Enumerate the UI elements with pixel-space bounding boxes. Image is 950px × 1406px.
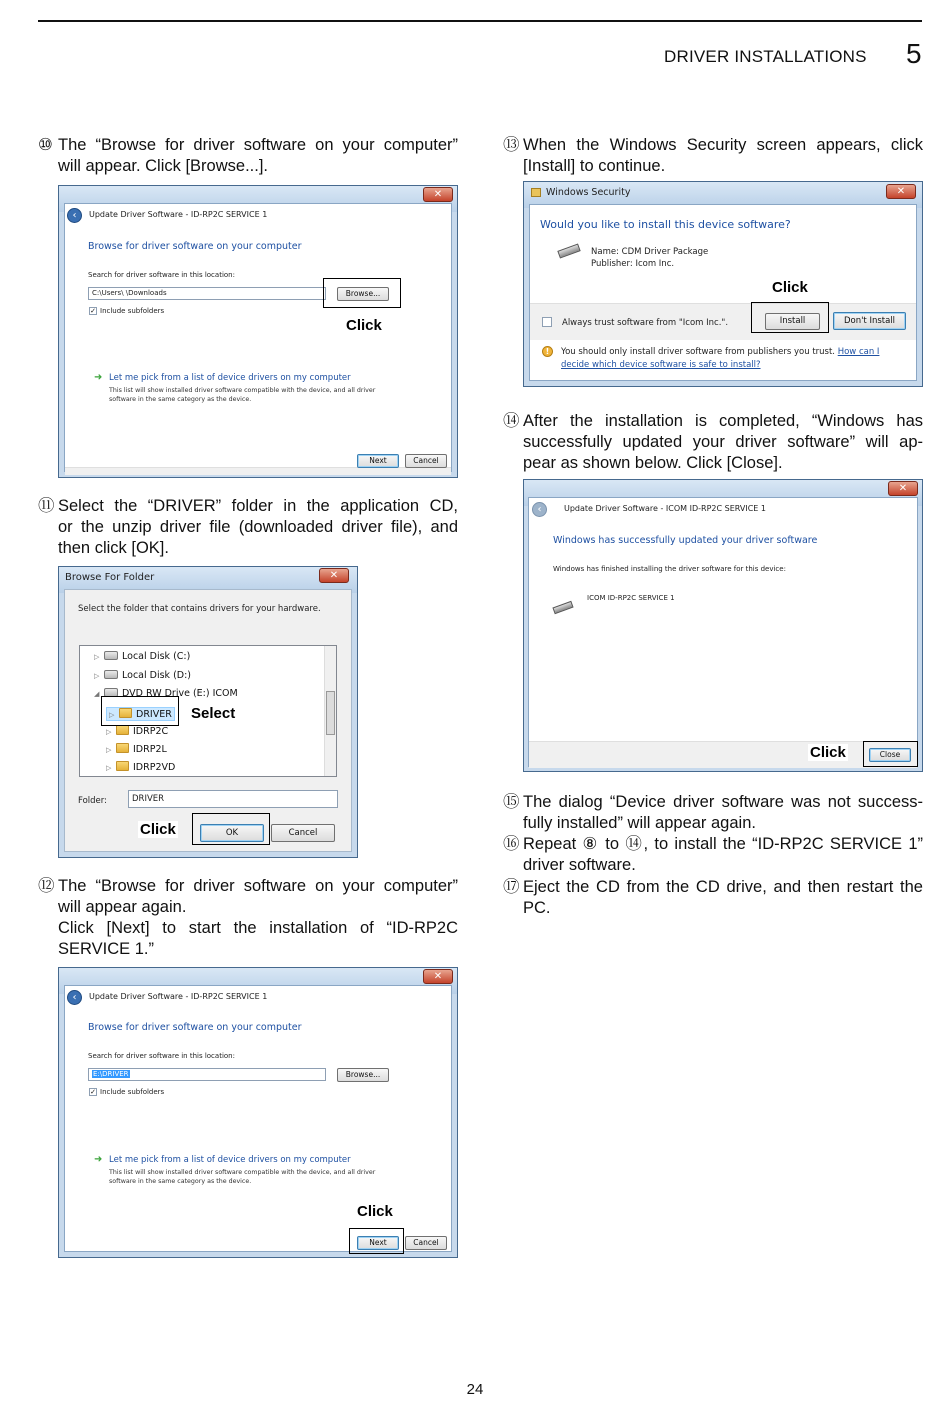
tree-item-idrp2vd[interactable]: ▷ IDRP2VD xyxy=(106,762,176,773)
step-text: will appear. Click [Browse...]. xyxy=(58,157,268,175)
folder-instruction: Select the folder that contains drivers for your hardware. xyxy=(78,604,321,614)
step-number: ⑫ xyxy=(38,877,55,895)
step-10 xyxy=(38,135,458,177)
callout-box xyxy=(349,1228,404,1254)
always-trust-label: Always trust software from "Icom Inc.". xyxy=(562,318,729,328)
install-button[interactable]: Install xyxy=(765,313,820,330)
window-client xyxy=(64,203,452,472)
next-button[interactable]: Next xyxy=(357,1236,399,1250)
scrollbar-thumb[interactable] xyxy=(326,691,335,735)
tree-item-local-disk-d[interactable]: ▷ Local Disk (D:) xyxy=(94,670,191,681)
search-label: Search for driver software in this location: xyxy=(88,1052,235,1060)
path-input[interactable]: C:\Users\ \Downloads xyxy=(88,287,326,300)
pick-desc-2: software in the same category as the device. xyxy=(109,396,252,403)
cancel-button[interactable]: Cancel xyxy=(405,454,447,468)
warning-text xyxy=(561,347,879,357)
include-subfolders-label: Include subfolders xyxy=(100,307,165,315)
tree-scrollbar[interactable] xyxy=(324,646,336,776)
section-number: 5 xyxy=(906,38,922,69)
step-text: then click [OK]. xyxy=(58,539,169,557)
close-icon[interactable]: ✕ xyxy=(886,184,916,199)
folder-icon xyxy=(116,743,129,753)
step-11 xyxy=(38,496,458,559)
usb-plug-icon xyxy=(557,243,580,258)
window-title: Update Driver Software - ID-RP2C SERVICE 1 xyxy=(89,210,268,219)
tree-item-label: IDRP2VD xyxy=(133,762,176,773)
step-text: or the unzip driver file (downloaded driver file), and xyxy=(58,518,458,536)
tree-item-label: IDRP2C xyxy=(133,726,169,737)
step-number: ⑮ xyxy=(503,793,520,811)
close-icon[interactable]: ✕ xyxy=(319,568,349,583)
close-button[interactable]: Close xyxy=(869,748,911,762)
usb-plug-icon xyxy=(552,601,573,614)
tree-item-label: Local Disk (D:) xyxy=(122,670,191,681)
step-17 xyxy=(503,877,923,919)
step-number: ⑰ xyxy=(503,878,520,896)
driver-success-window xyxy=(523,479,923,772)
shield-icon xyxy=(531,188,541,197)
cancel-button[interactable]: Cancel xyxy=(405,1236,447,1250)
folder-input[interactable]: DRIVER xyxy=(128,790,338,808)
step-text: After the installation is completed, “Windows has xyxy=(523,412,923,430)
step-text: The “Browse for driver software on your computer” xyxy=(58,877,458,895)
selected-path-text: E:\DRIVER xyxy=(93,1070,129,1078)
dialog-heading: Browse for driver software on your computer xyxy=(88,1022,302,1033)
step-16 xyxy=(503,834,923,876)
button-bar xyxy=(529,741,917,768)
success-heading: Windows has successfully updated your driver software xyxy=(553,535,818,546)
pick-desc-1: This list will show installed driver software compatible with the device, and all driver xyxy=(109,1169,376,1176)
browse-button[interactable]: Browse... xyxy=(337,287,389,301)
step-text: Repeat ⑧ to ⑭, to install the “ID-RP2C SERVICE 1” xyxy=(523,835,923,853)
step-13 xyxy=(503,135,923,177)
step-15 xyxy=(503,792,923,834)
step-text: When the Windows Security screen appears, click xyxy=(523,136,923,154)
close-icon[interactable]: ✕ xyxy=(423,187,453,202)
step-text: SERVICE 1.” xyxy=(58,940,154,958)
pick-desc-1: This list will show installed driver software compatible with the device, and all driver xyxy=(109,387,376,394)
callout-box xyxy=(863,741,918,767)
tree-item-dvd-drive[interactable]: ◢ DVD RW Drive (E:) ICOM xyxy=(94,688,238,699)
step-text: pear as shown below. Click [Close]. xyxy=(523,454,783,472)
callout-box xyxy=(323,278,401,308)
folder-label: Folder: xyxy=(78,796,107,806)
button-bar xyxy=(65,467,451,475)
include-subfolders-checkbox[interactable]: ✓ xyxy=(90,1088,96,1096)
step-text: fully installed” will appear again. xyxy=(523,814,756,832)
green-arrow-icon: ➜ xyxy=(94,372,103,383)
step-text: Select the “DRIVER” folder in the application CD, xyxy=(58,497,458,515)
callout-label: Click xyxy=(810,744,846,761)
ok-button[interactable]: OK xyxy=(200,824,264,842)
pick-from-list-link[interactable]: Let me pick from a list of device drivers on my computer xyxy=(109,373,351,383)
warning-message: You should only install driver software from publishers you trust. xyxy=(561,347,836,357)
section-title: DRIVER INSTALLATIONS xyxy=(664,47,867,66)
window-title: Update Driver Software - ICOM ID-RP2C SERVICE 1 xyxy=(564,504,766,513)
window-client xyxy=(528,497,918,767)
package-publisher: Publisher: Icom Inc. xyxy=(591,259,675,269)
step-number: ⑭ xyxy=(503,412,520,430)
pick-desc-2: software in the same category as the device. xyxy=(109,1178,252,1185)
browse-button[interactable]: Browse... xyxy=(337,1068,389,1082)
window-client xyxy=(529,204,917,381)
tree-item-label: DVD RW Drive (E:) ICOM xyxy=(122,688,238,699)
step-text: Eject the CD from the CD drive, and then restart the xyxy=(523,878,923,896)
callout-label: Click xyxy=(140,821,176,838)
callout-label: Click xyxy=(346,317,382,334)
package-name: Name: CDM Driver Package xyxy=(591,247,709,257)
step-text: PC. xyxy=(523,899,551,917)
tree-item-driver[interactable]: ▷ DRIVER xyxy=(106,707,175,721)
how-can-i-link[interactable]: How can I xyxy=(837,347,880,357)
tree-item-local-disk-c[interactable]: ▷ Local Disk (C:) xyxy=(94,651,191,662)
tree-item-idrp2l[interactable]: ▷ IDRP2L xyxy=(106,744,167,755)
close-icon[interactable]: ✕ xyxy=(888,481,918,496)
step-text: The “Browse for driver software on your computer” xyxy=(58,136,458,154)
step-text: successfully updated your driver software” will ap- xyxy=(523,433,923,451)
step-number: ⑯ xyxy=(503,835,520,853)
callout-box xyxy=(101,696,179,726)
step-12 xyxy=(38,876,458,960)
step-text: Click [Next] to start the installation of “ID-RP2C xyxy=(58,919,458,937)
decide-safe-link[interactable]: decide which device software is safe to install? xyxy=(561,360,761,370)
security-question: Would you like to install this device software? xyxy=(540,218,791,231)
callout-box xyxy=(192,813,270,845)
include-subfolders-checkbox[interactable]: ✓ xyxy=(90,307,96,315)
finished-text: Windows has finished installing the driver software for this device: xyxy=(553,565,786,573)
step-number: ⑬ xyxy=(503,136,520,154)
warning-shield-icon: ! xyxy=(542,346,553,357)
include-subfolders-label: Include subfolders xyxy=(100,1088,165,1096)
page-number: 24 xyxy=(466,1381,484,1398)
callout-label: Click xyxy=(357,1203,393,1220)
device-name: ICOM ID-RP2C SERVICE 1 xyxy=(587,594,675,602)
tree-item-label: DRIVER xyxy=(136,709,172,720)
back-arrow-icon[interactable]: ‹ xyxy=(532,502,547,517)
folder-icon xyxy=(116,761,129,771)
close-icon[interactable]: ✕ xyxy=(423,969,453,984)
path-input[interactable] xyxy=(88,1068,326,1081)
tree-item-label: Local Disk (C:) xyxy=(122,651,191,662)
tree-item-idrp2c[interactable]: ▷ IDRP2C xyxy=(106,726,169,737)
step-text: driver software. xyxy=(523,856,636,874)
tree-item-label: IDRP2L xyxy=(133,744,167,755)
window-title: Browse For Folder xyxy=(65,572,155,583)
header-rule xyxy=(38,20,922,22)
step-number: ⑩ xyxy=(38,136,53,154)
cancel-button[interactable]: Cancel xyxy=(271,824,335,842)
callout-box xyxy=(751,302,829,333)
browse-driver-window xyxy=(58,185,458,478)
dialog-heading: Browse for driver software on your computer xyxy=(88,241,302,252)
step-text: [Install] to continue. xyxy=(523,157,666,175)
pick-from-list-link[interactable]: Let me pick from a list of device drivers on my computer xyxy=(109,1155,351,1165)
back-arrow-icon[interactable]: ‹ xyxy=(67,208,82,223)
step-number: ⑪ xyxy=(38,497,55,515)
green-arrow-icon: ➜ xyxy=(94,1154,103,1165)
callout-label: Click xyxy=(772,279,808,296)
back-arrow-icon[interactable]: ‹ xyxy=(67,990,82,1005)
callout-label: Select xyxy=(191,705,236,722)
window-title: Windows Security xyxy=(546,187,631,198)
step-14 xyxy=(503,411,923,474)
step-text: The dialog “Device driver software was not success- xyxy=(523,793,923,811)
step-text: will appear again. xyxy=(58,898,187,916)
next-button[interactable]: Next xyxy=(357,454,399,468)
search-label: Search for driver software in this location: xyxy=(88,271,235,279)
browse-driver-window-2 xyxy=(58,967,458,1258)
windows-security-window xyxy=(523,181,923,387)
folder-icon xyxy=(116,725,129,735)
window-title: Update Driver Software - ID-RP2C SERVICE 1 xyxy=(89,992,268,1001)
dont-install-button[interactable]: Don't Install xyxy=(833,312,906,330)
always-trust-checkbox[interactable] xyxy=(542,317,552,327)
